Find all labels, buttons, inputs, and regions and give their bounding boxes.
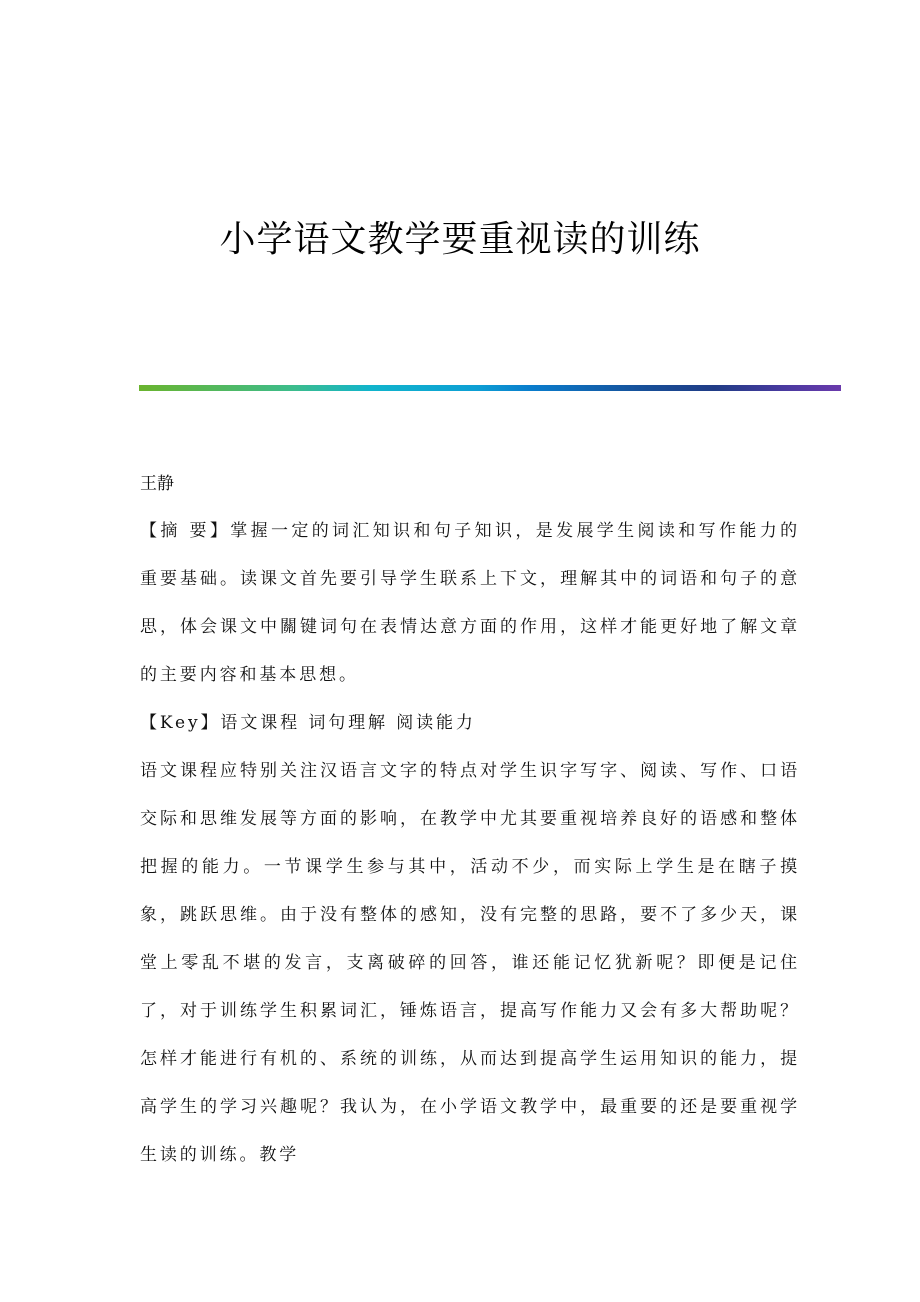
document-title: 小学语文教学要重视读的训练 <box>219 219 701 260</box>
keywords-text: 语文课程 词句理解 阅读能力 <box>220 713 476 733</box>
keywords-paragraph <box>140 699 800 747</box>
body-paragraph: 语文课程应特别关注汉语言文字的特点对学生识字写字、阅读、写作、口语交际和思维发展等方面的影响，在教学中尤其要重视培养良好的语感和整体把握的能力。一节课学生参与其中，活动不少，而实际上学生是在瞎子摸象，跳跃思维。由于没有整体的感知，没有完整的思路，要不了多少天，课堂上零乱不堪的发言，支离破碎的回答，谁还能记忆犹新呢？即便是记住了，对于训练学生积累词汇，锤炼语言，提高写作能力又会有多大帮助呢？怎样才能进行有机的、系统的训练，从而达到提高学生运用知识的能力，提高学生的学习兴趣呢？我认为，在小学语文教学中，最重要的还是要重视学生读的训练。教学 <box>140 761 800 1165</box>
gradient-divider <box>139 385 841 391</box>
keywords-label: 【Key】 <box>140 713 221 733</box>
abstract-label: 【摘 要】 <box>140 521 231 541</box>
abstract-text: 掌握一定的词汇知识和句子知识，是发展学生阅读和写作能力的重要基础。读课文首先要引导学生联系上下文，理解其中的词语和句子的意思，体会课文中關键词句在表情达意方面的作用，这样才能更好地了解文章的主要内容和基本思想。 <box>140 521 800 685</box>
abstract-paragraph <box>140 507 800 699</box>
author-name: 王静 <box>140 474 174 494</box>
document-body <box>140 466 800 1179</box>
